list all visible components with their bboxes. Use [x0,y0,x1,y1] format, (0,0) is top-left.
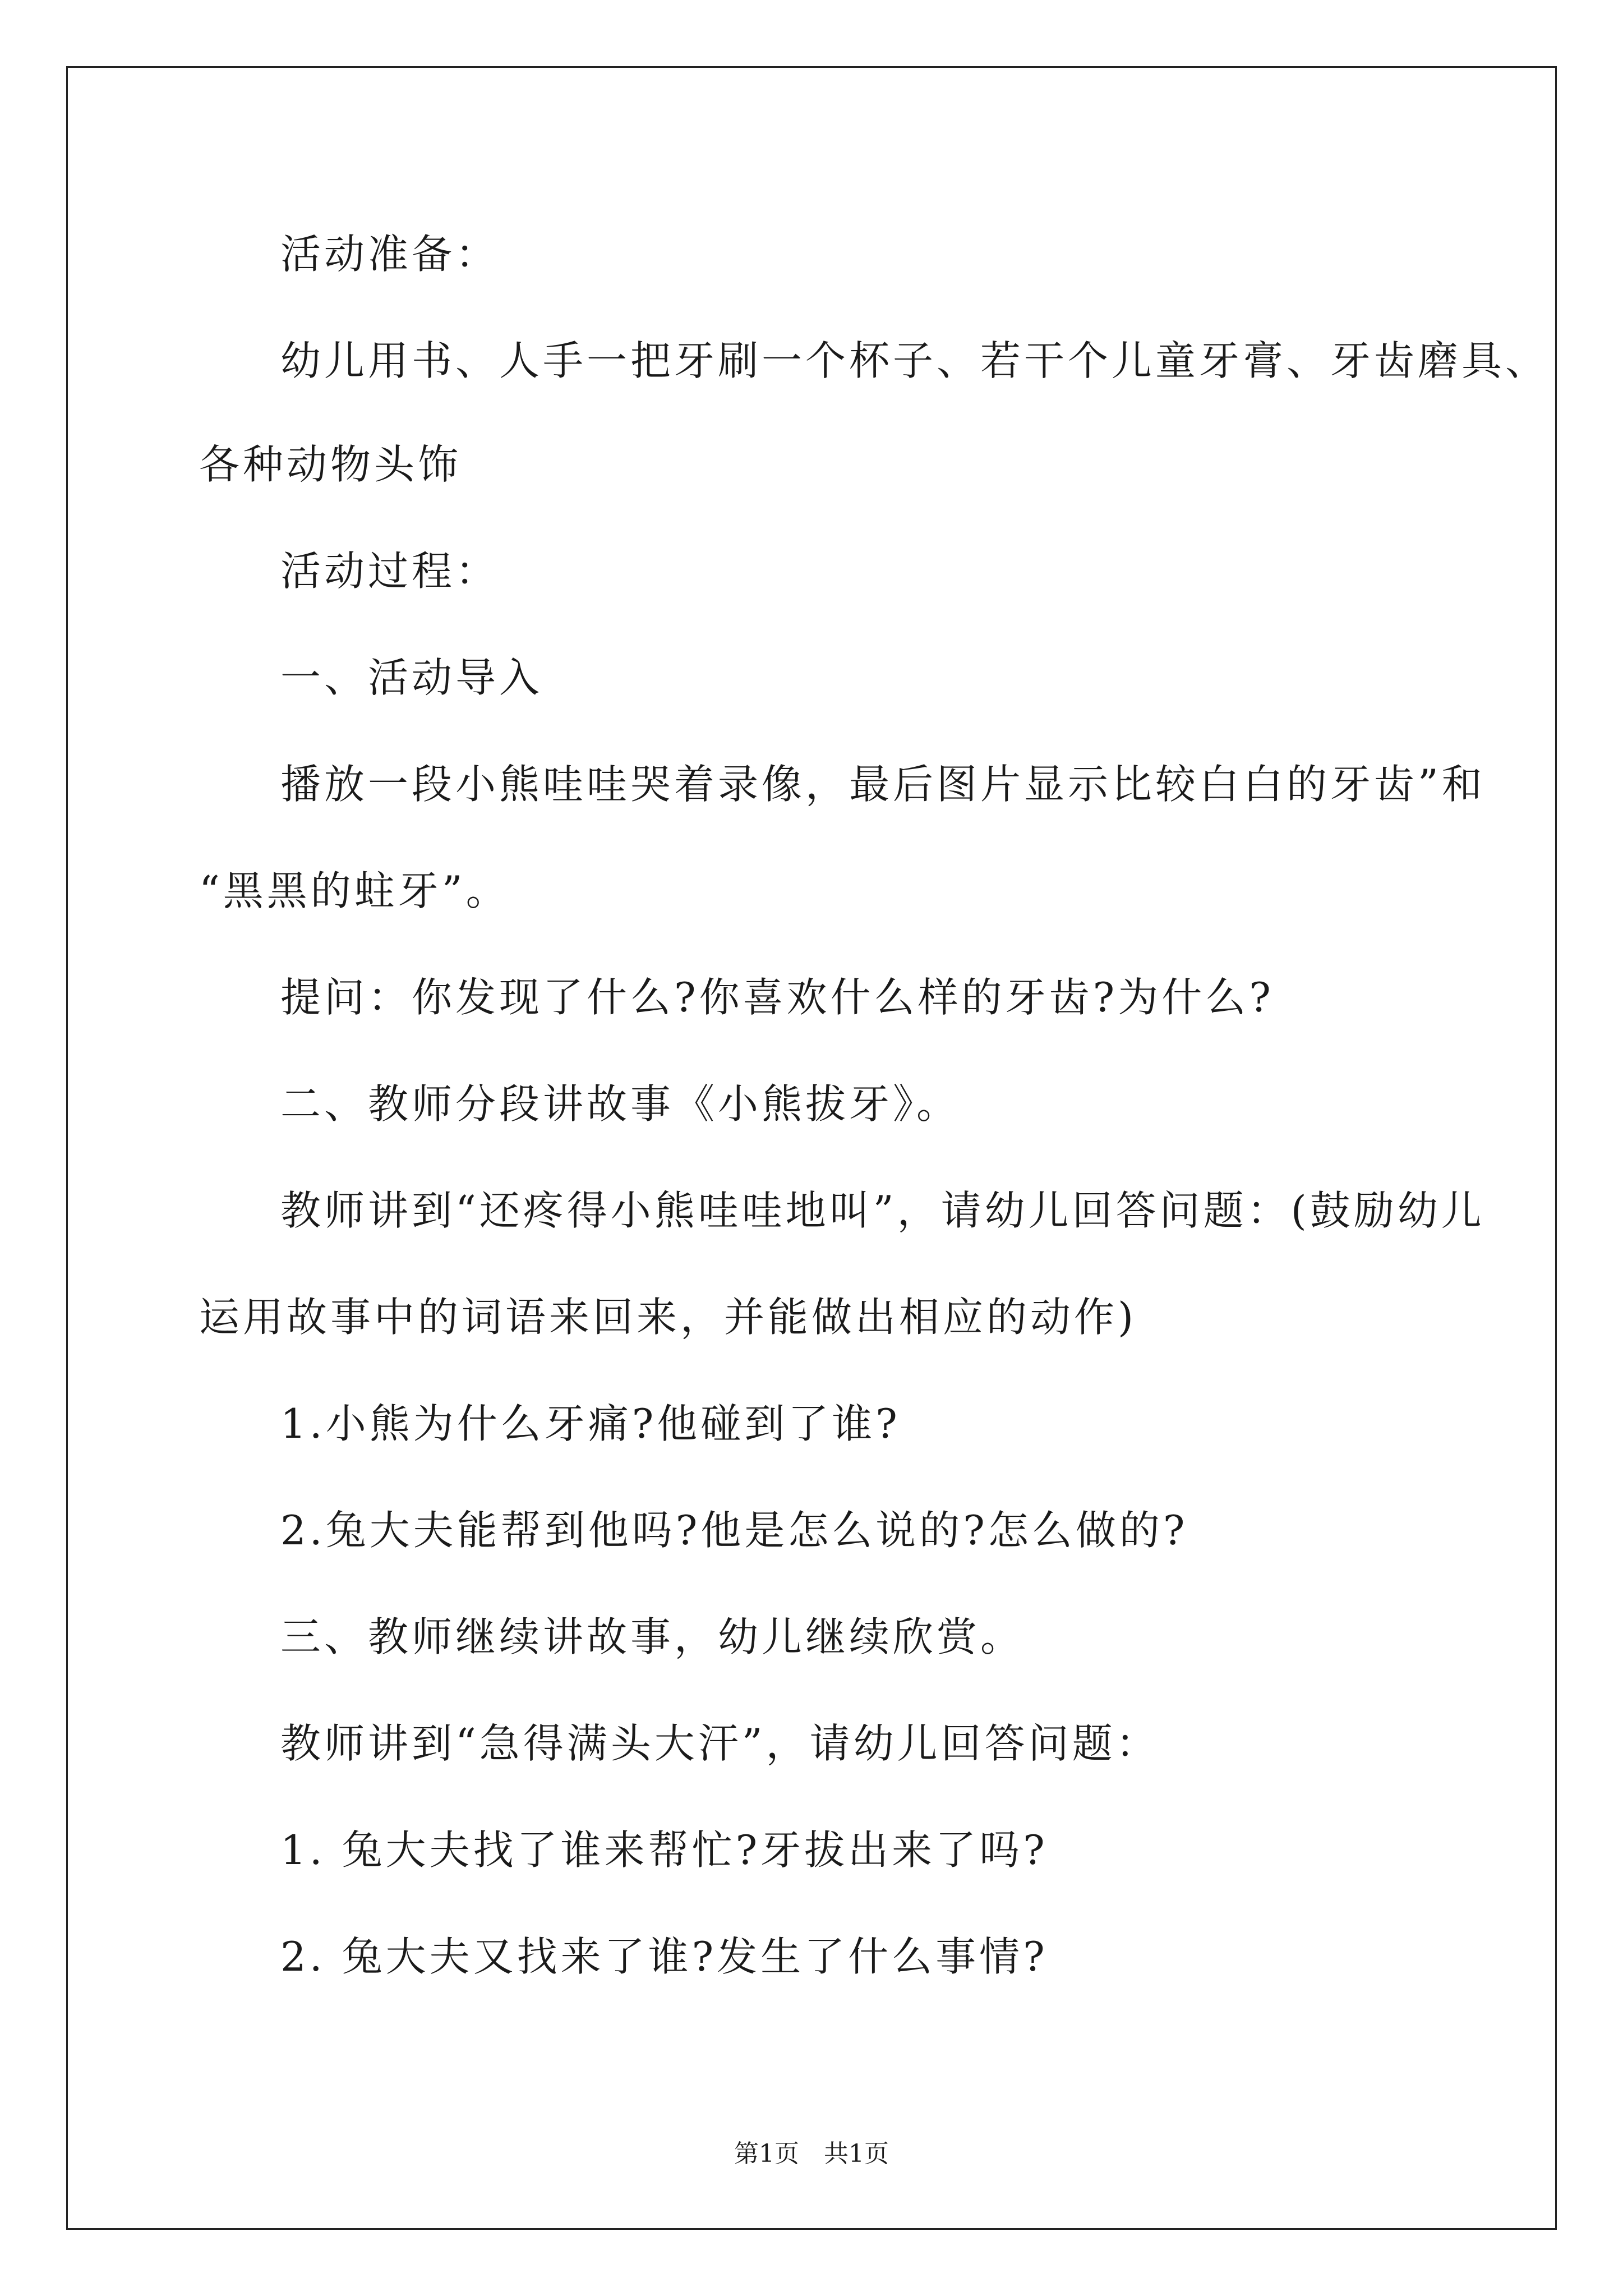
page-border [66,66,1557,2230]
paragraph-line: 教师讲到“还疼得小熊哇哇地叫”，请幼儿回答问题：(鼓励幼儿 [280,1187,1485,1234]
paragraph-line: “黑黑的蛀牙”。 [199,867,510,914]
paragraph-line: 提问：你发现了什么?你喜欢什么样的牙齿?为什么? [280,974,1274,1021]
paragraph-line: 教师讲到“急得满头大汗”，请幼儿回答问题： [280,1720,1160,1767]
list-item: 2.兔大夫能帮到他吗?他是怎么说的?怎么做的? [280,1507,1188,1554]
paragraph-line: 各种动物头饰 [199,441,462,488]
paragraph-line: 幼儿用书、人手一把牙刷一个杯子、若干个儿童牙膏、牙齿磨具、 [280,337,1550,384]
section-heading-intro: 一、活动导入 [280,654,543,701]
section-heading-process: 活动过程： [280,547,500,595]
list-item: 1. 兔大夫找了谁来帮忙?牙拔出来了吗? [280,1826,1048,1874]
page-footer: 第1页 共1页 [734,2139,889,2168]
section-heading-preparation: 活动准备： [280,231,500,278]
section-heading-story: 二、教师分段讲故事《小熊拔牙》。 [280,1080,961,1128]
section-heading-continue: 三、教师继续讲故事，幼儿继续欣赏。 [280,1613,1025,1660]
paragraph-line: 运用故事中的词语来回来，并能做出相应的动作) [199,1294,1137,1341]
list-item: 2. 兔大夫又找来了谁?发生了什么事情? [280,1933,1048,1980]
list-item: 1.小熊为什么牙痛?他碰到了谁? [280,1400,901,1447]
paragraph-line: 播放一段小熊哇哇哭着录像，最后图片显示比较白白的牙齿”和 [280,761,1486,808]
